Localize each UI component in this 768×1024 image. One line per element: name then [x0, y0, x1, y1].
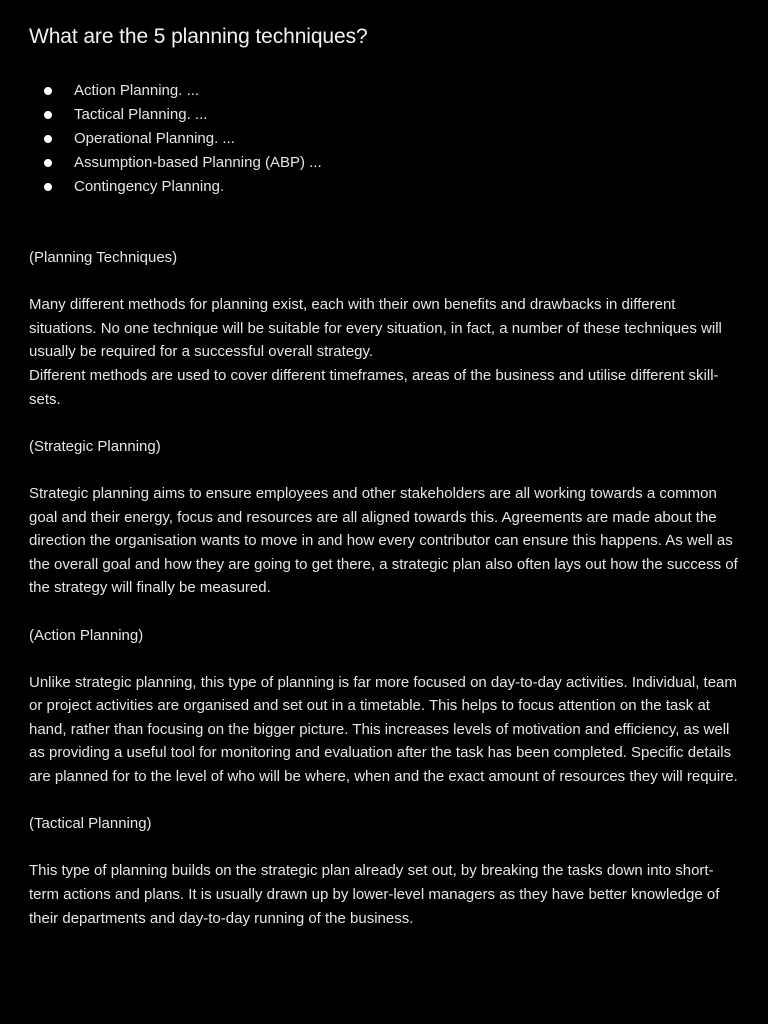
bullet-dot-icon — [44, 159, 52, 167]
list-item — [29, 103, 739, 127]
bullet-dot-icon — [44, 87, 52, 95]
section-heading-action-planning: (Action Planning) — [29, 626, 144, 644]
action-planning-paragraph: Unlike strategic planning, this type of planning is far more focused on day-to-day activities. Individual, team or project activities are organised and set out in a timetable. This helps to focus attention on the task at hand, rather than focusing on the bigger picture. This increases levels of motivation and efficiency, as well as providing a useful tool for monitoring and evaluation after the task has been completed. Specific details are planned for to the level of who will be where, when and the exact amount of resources they will require. — [29, 673, 738, 786]
list-item-text: Contingency Planning. — [74, 178, 225, 195]
list-item — [29, 151, 739, 175]
section-heading-strategic-planning: (Strategic Planning) — [29, 437, 161, 455]
bullet-dot-icon — [44, 135, 52, 143]
techniques-list — [29, 79, 739, 199]
bullet-dot-icon — [44, 111, 52, 119]
section-heading-tactical-planning: (Tactical Planning) — [29, 815, 152, 833]
planning-techniques-text-1: Many different methods for planning exist, each with their own benefits and drawbacks in different situations. No one technique will be suitable for every situation, in fact, a number of these techniques will usually be required for a successful overall strategy. — [29, 296, 722, 361]
list-item-text: Action Planning. ... — [74, 82, 200, 99]
bullet-dot-icon — [44, 183, 52, 191]
page-title: What are the 5 planning techniques? — [29, 25, 368, 48]
list-item — [29, 175, 739, 199]
list-item-text: Tactical Planning. ... — [74, 106, 208, 123]
strategic-planning-paragraph: Strategic planning aims to ensure employees and other stakeholders are all working towards a common goal and their energy, focus and resources are all aligned towards this. Agreements are made about the direction the organisation wants to move in and how every contributor can ensure this happens. As well as the overall goal and how they are going to get there, a strategic plan also often lays out how the success of the strategy will finally be measured. — [29, 484, 738, 597]
list-item-text: Assumption-based Planning (ABP) ... — [74, 154, 322, 171]
planning-techniques-text-2: Different methods are used to cover different timeframes, areas of the business and utilise different skill-sets. — [29, 366, 719, 408]
list-item — [29, 79, 739, 103]
planning-techniques-paragraph — [29, 293, 739, 411]
list-item — [29, 127, 739, 151]
section-heading-planning-techniques: (Planning Techniques) — [29, 249, 178, 266]
list-item-text: Operational Planning. ... — [74, 130, 235, 147]
tactical-planning-paragraph: This type of planning builds on the strategic plan already set out, by breaking the tasks down into short-term actions and plans. It is usually drawn up by lower-level managers as they have better knowledge of their departments and day-to-day running of the business. — [29, 862, 720, 927]
